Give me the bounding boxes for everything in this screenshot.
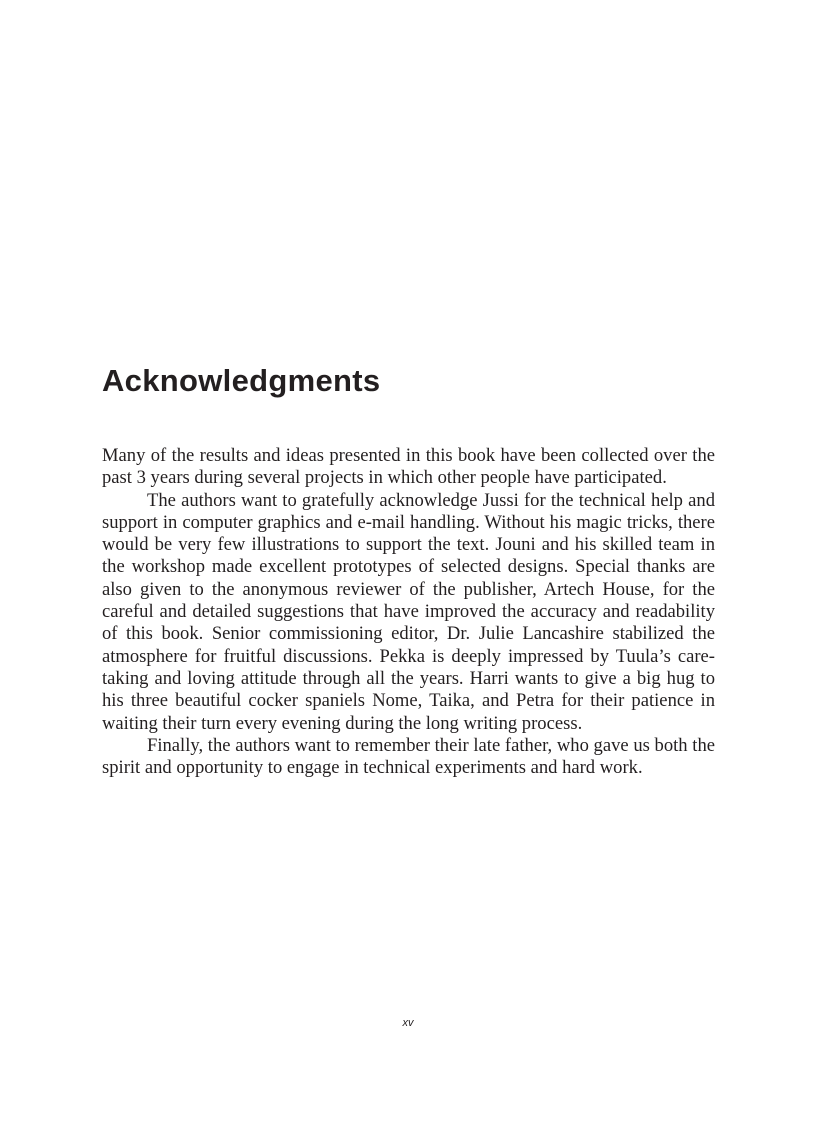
page-number: xv bbox=[402, 1017, 414, 1029]
paragraph-closing: Finally, the authors want to remember their late father, who gave us both the spirit and opportunity to engage in technical experiments and hard work. bbox=[102, 734, 715, 779]
body-text bbox=[102, 445, 715, 779]
paragraph-thanks: The authors want to gratefully acknowledge Jussi for the technical help and support in computer graphics and e-mail handling. Without his magic tricks, there would be very few illustrations to support the text. Jouni and his skilled team in the workshop made excellent prototypes of selected designs. Special thanks are also given to the anonymous reviewer of the publisher, Artech House, for the careful and detailed suggestions that have improved the accuracy and readability of this book. Senior commissioning editor, Dr. Julie Lancashire stabilized the atmosphere for fruitful discussions. Pekka is deeply impressed by Tuula’s care-taking and loving attitude through all the years. Harri wants to give a big hug to his three beautiful cocker spaniels Nome, Taika, and Petra for their patience in waiting their turn every evening during the long writing process. bbox=[102, 489, 715, 734]
paragraph-intro: Many of the results and ideas presented in this book have been collected over the past 3 years during several projects in which other people have participated. bbox=[102, 445, 715, 489]
page-title: Acknowledgments bbox=[102, 363, 381, 398]
